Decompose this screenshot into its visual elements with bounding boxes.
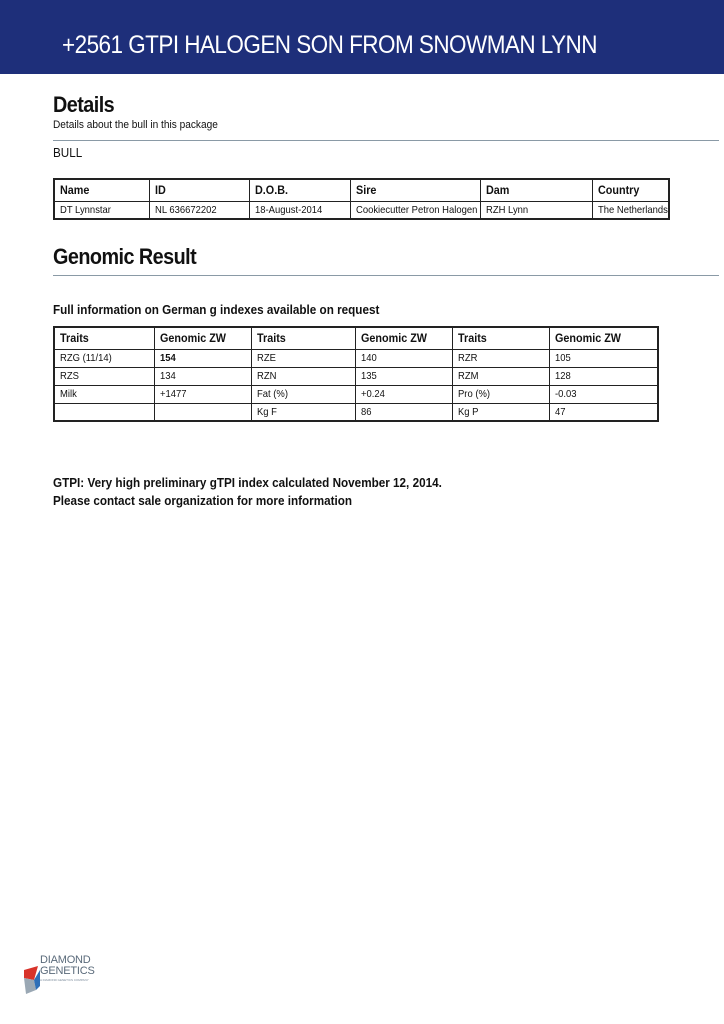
bull-id: NL 636672202: [149, 201, 249, 219]
bull-table-header: [54, 179, 669, 201]
bull-col-name: Name: [54, 179, 149, 201]
value-cell: [154, 403, 251, 421]
bull-country: The Netherlands: [592, 201, 669, 219]
page-title: +2561 GTPI HALOGEN SON FROM SNOWMAN LYNN: [62, 31, 597, 59]
bull-col-dam: Dam: [480, 179, 592, 201]
trait-cell: Milk: [54, 385, 154, 403]
trait-cell: RZS: [54, 367, 154, 385]
genomic-col-zw-3: Genomic ZW: [549, 327, 658, 349]
trait-cell: RZE: [251, 349, 355, 367]
logo-text-diamond: DIAMOND: [40, 954, 91, 966]
trait-cell: Kg P: [452, 403, 549, 421]
details-divider: [53, 140, 719, 141]
genomic-col-traits-3: Traits: [452, 327, 549, 349]
genomic-col-traits-2: Traits: [251, 327, 355, 349]
genomic-table: [53, 326, 659, 422]
company-logo: [24, 952, 114, 996]
bull-name: DT Lynnstar: [54, 201, 149, 219]
genomic-divider: [53, 275, 719, 276]
genomic-heading: Genomic Result: [53, 244, 197, 269]
value-cell: 135: [355, 367, 452, 385]
value-cell: 134: [154, 367, 251, 385]
trait-cell: [54, 403, 154, 421]
bull-table: [53, 178, 670, 220]
value-cell: 47: [549, 403, 658, 421]
genomic-col-traits-1: Traits: [54, 327, 154, 349]
genomic-table-header: [54, 327, 658, 349]
trait-cell: Kg F: [251, 403, 355, 421]
details-subtitle: Details about the bull in this package: [53, 119, 218, 131]
bull-col-sire: Sire: [350, 179, 480, 201]
trait-cell: RZR: [452, 349, 549, 367]
trait-cell: RZM: [452, 367, 549, 385]
value-cell: 105: [549, 349, 658, 367]
trait-cell: Fat (%): [251, 385, 355, 403]
bull-label: BULL: [53, 145, 83, 160]
genomic-note: Full information on German g indexes available on request: [53, 302, 380, 317]
value-cell: 154: [154, 349, 251, 367]
bull-dob: 18-August-2014: [249, 201, 350, 219]
bull-col-country: Country: [592, 179, 669, 201]
table-row: [54, 349, 658, 367]
logo-text-genetics: GENETICS: [40, 965, 95, 977]
title-banner: [0, 0, 724, 74]
trait-cell: RZG (11/14): [54, 349, 154, 367]
value-cell: 140: [355, 349, 452, 367]
table-row: [54, 201, 669, 219]
trait-cell: RZN: [251, 367, 355, 385]
table-row: [54, 403, 658, 421]
bull-dam: RZH Lynn: [480, 201, 592, 219]
table-row: [54, 385, 658, 403]
value-cell: -0.03: [549, 385, 658, 403]
value-cell: +0.24: [355, 385, 452, 403]
trait-cell: Pro (%): [452, 385, 549, 403]
logo-tagline: A DIAMOND GENETICS COMPANY: [40, 978, 89, 982]
bull-col-id: ID: [149, 179, 249, 201]
value-cell: 86: [355, 403, 452, 421]
value-cell: 128: [549, 367, 658, 385]
table-row: [54, 367, 658, 385]
value-cell: +1477: [154, 385, 251, 403]
bull-col-dob: D.O.B.: [249, 179, 350, 201]
contact-note: Please contact sale organization for more information: [53, 493, 353, 508]
genomic-col-zw-2: Genomic ZW: [355, 327, 452, 349]
bull-sire: Cookiecutter Petron Halogen: [350, 201, 480, 219]
genomic-col-zw-1: Genomic ZW: [154, 327, 251, 349]
gtpi-note: GTPI: Very high preliminary gTPI index calculated November 12, 2014.: [53, 475, 442, 490]
details-heading: Details: [53, 92, 115, 117]
